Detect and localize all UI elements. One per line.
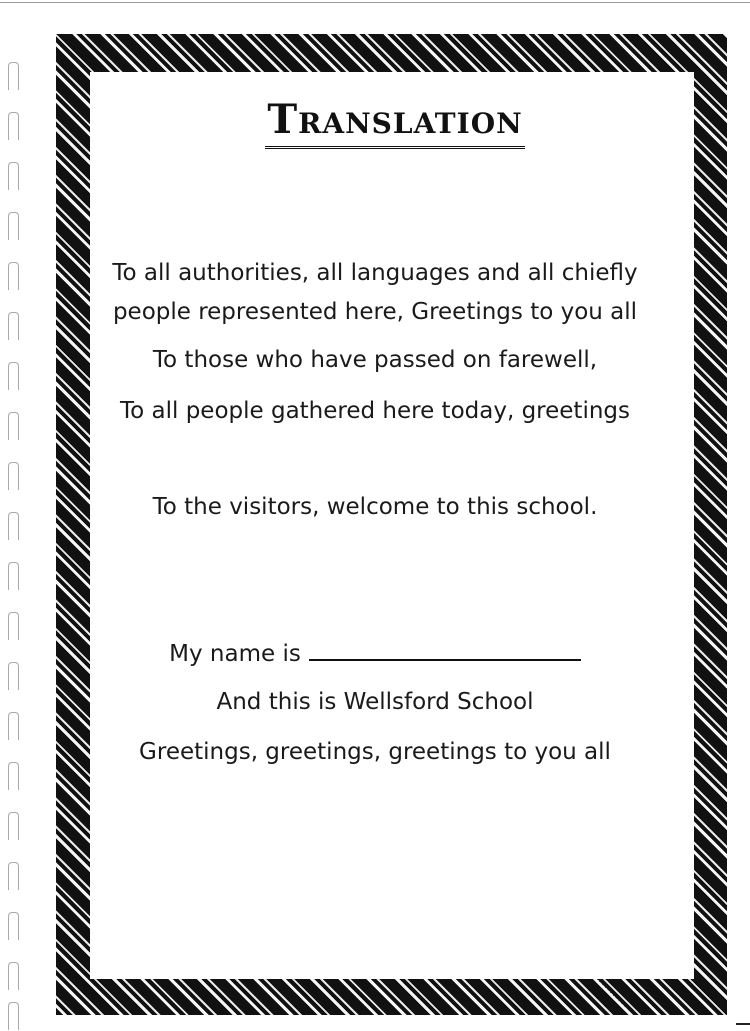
binder-hole <box>8 62 19 90</box>
welcome-line: To the visitors, welcome to this school. <box>152 494 598 520</box>
binder-hole <box>8 962 19 990</box>
name-line <box>0 637 750 669</box>
greeting-line-2: people represented here, Greetings to you all <box>112 299 638 325</box>
school-line: And this is Wellsford School <box>216 689 534 715</box>
binder-hole <box>8 562 19 590</box>
binder-hole <box>8 912 19 940</box>
closing-line: Greetings, greetings, greetings to you all <box>139 739 611 765</box>
scan-corner-mark <box>736 1023 750 1025</box>
page-title <box>0 96 750 149</box>
greeting-line-4: To all people gathered here today, greetings <box>119 398 630 424</box>
binder-hole <box>8 462 19 490</box>
binder-hole <box>8 862 19 890</box>
name-blank-field <box>309 637 581 661</box>
binder-hole <box>8 162 19 190</box>
scan-edge-line <box>0 2 750 3</box>
binder-hole <box>8 212 19 240</box>
binder-hole <box>8 612 19 640</box>
binder-hole <box>8 812 19 840</box>
page-title-text: Translation <box>265 96 524 149</box>
greeting-line-3: To those who have passed on farewell, <box>152 347 598 373</box>
page-panel <box>90 72 694 979</box>
name-prompt: My name is <box>169 641 301 667</box>
binder-hole <box>8 1002 19 1030</box>
greeting-line-1: To all authorities, all languages and all chiefly <box>112 260 638 286</box>
